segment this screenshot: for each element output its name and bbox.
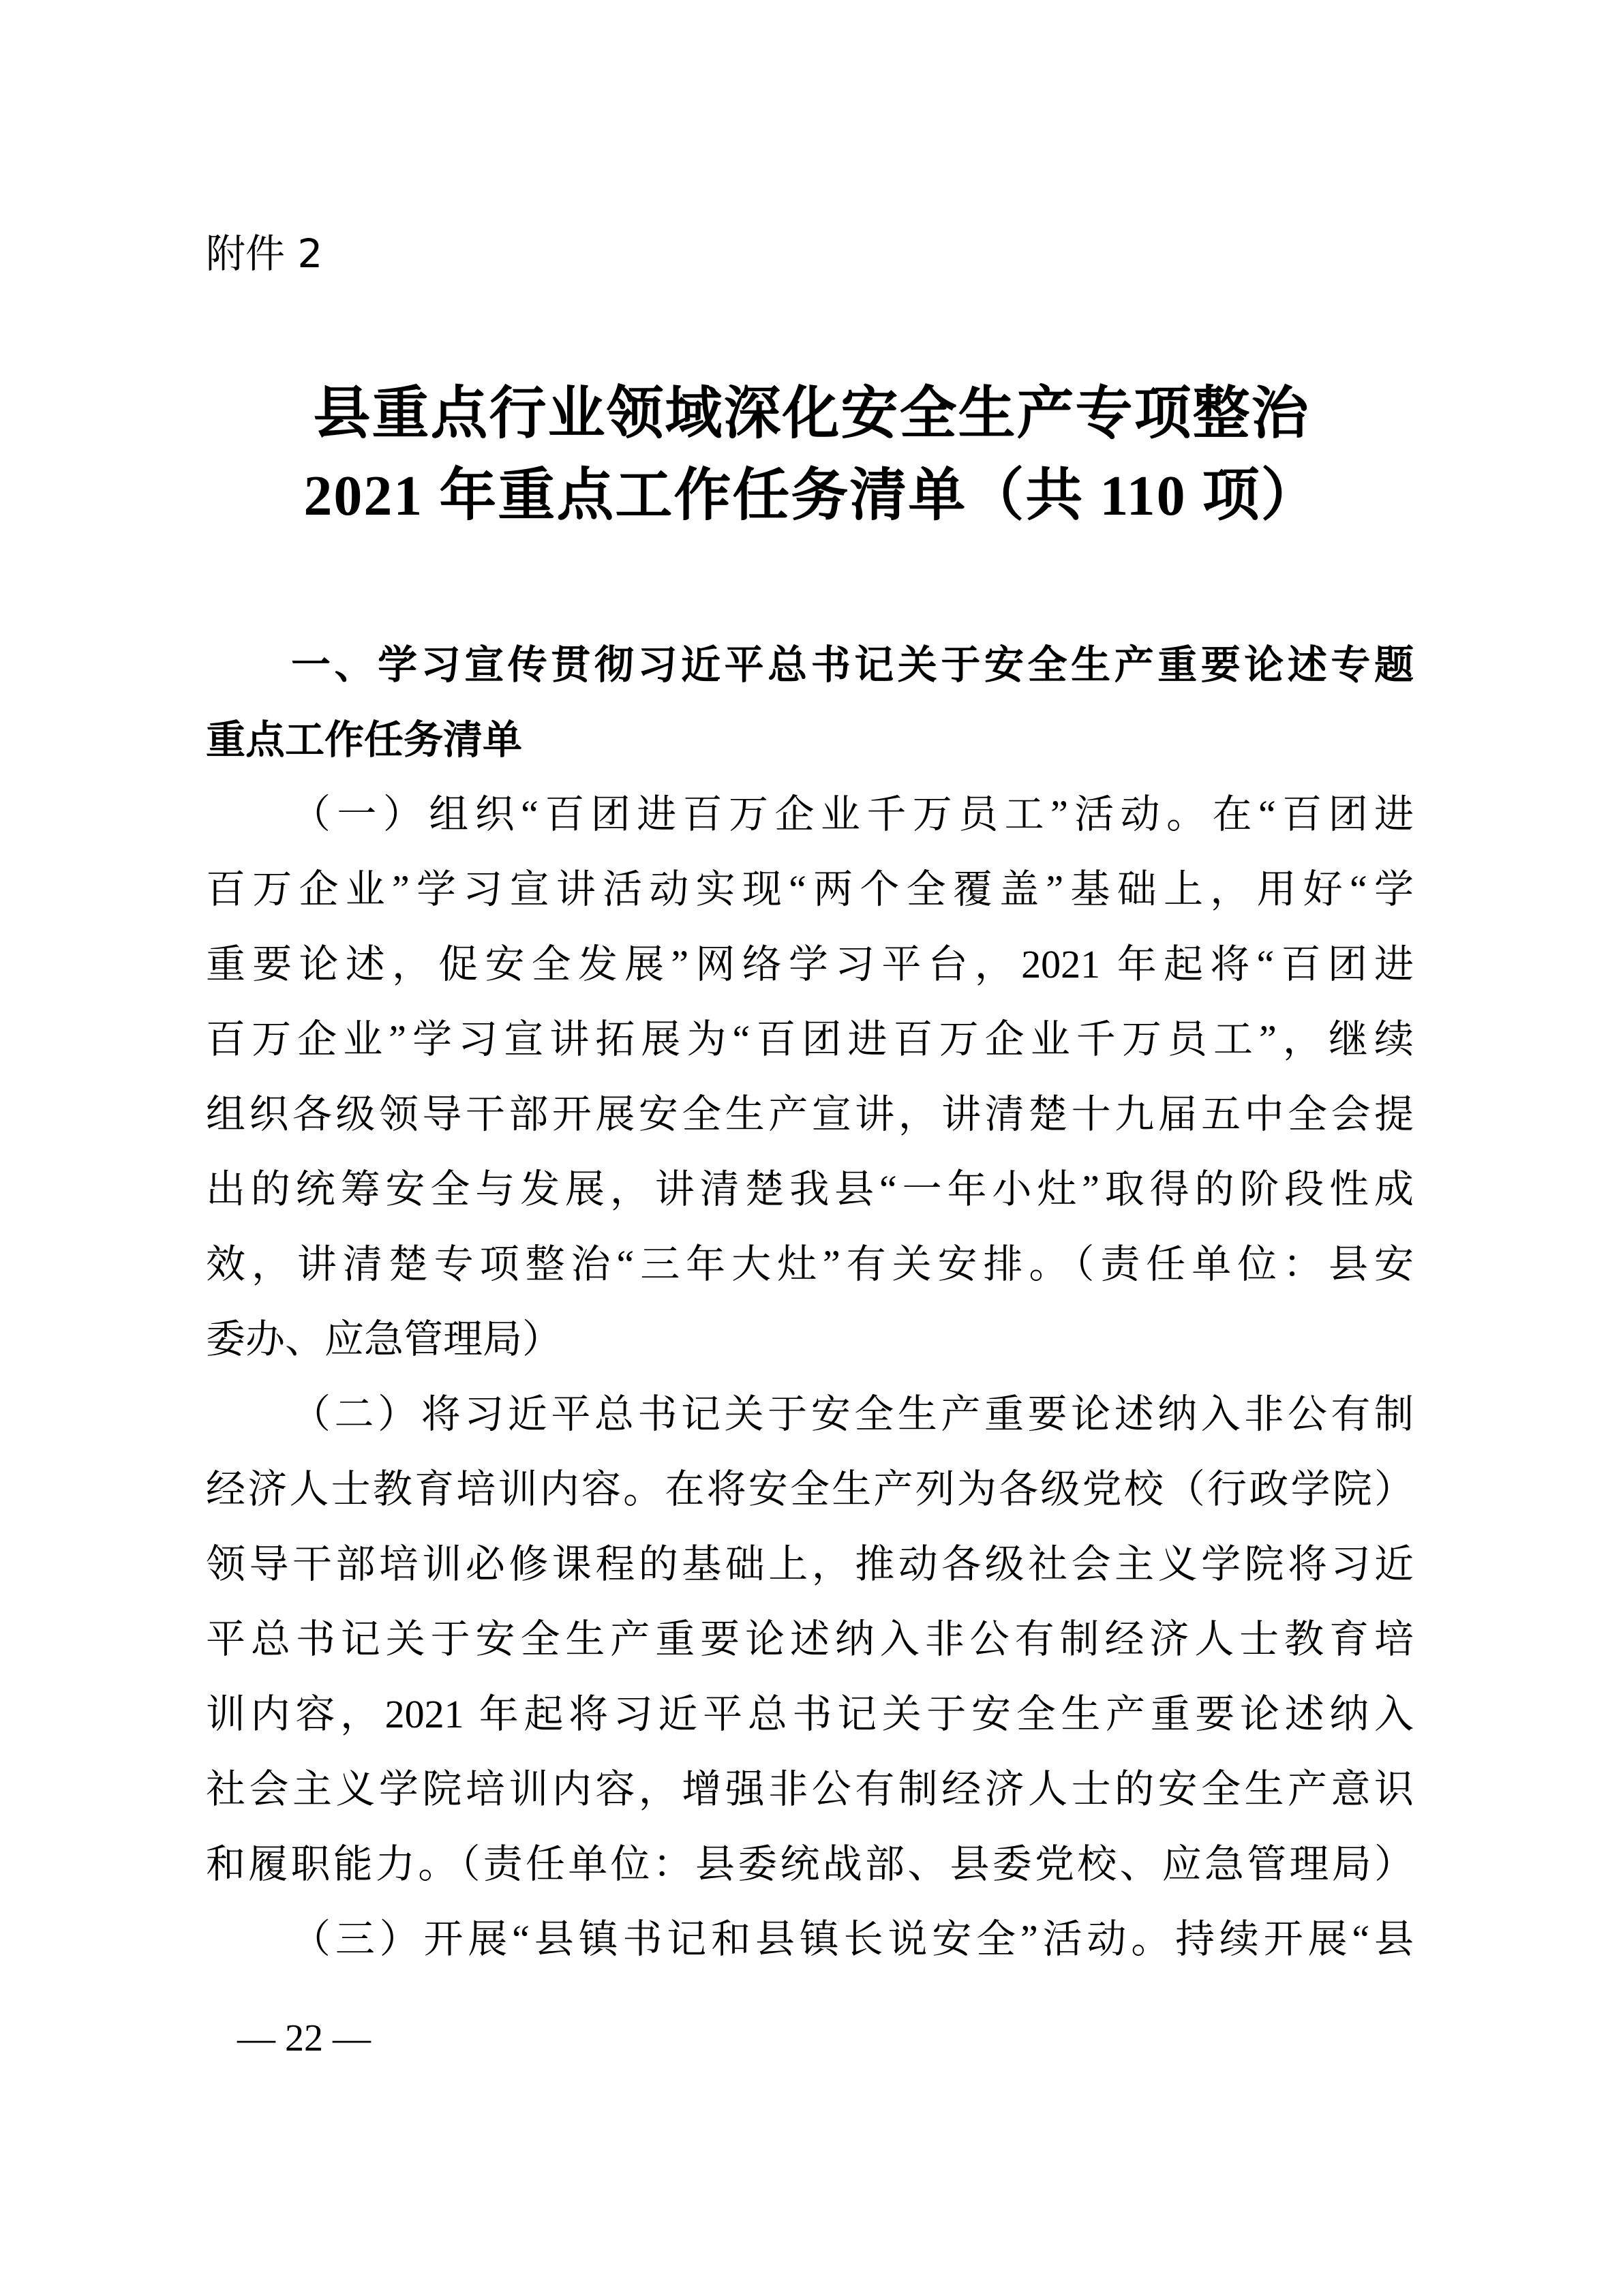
body-line: 百万企业”学习宣讲拓展为“百团进百万企业千万员工”，继续: [206, 1017, 1414, 1061]
body-line: 组织各级领导干部开展安全生产宣讲，讲清楚十九届五中全会提: [206, 1092, 1414, 1136]
body-line: 领导干部培训必修课程的基础上，推动各级社会主义学院将习近: [206, 1542, 1414, 1586]
attachment-label: 附件 2: [206, 230, 323, 277]
body-line: 委办、应急管理局）: [206, 1317, 562, 1361]
page-number: — 22 —: [237, 2017, 371, 2059]
body-line: （三）开展“县镇书记和县镇长说安全”活动。持续开展“县: [291, 1917, 1414, 1961]
body-line: 平总书记关于安全生产重要论述纳入非公有制经济人士教育培: [206, 1617, 1414, 1661]
body-line: （二）将习近平总书记关于安全生产重要论述纳入非公有制: [291, 1392, 1414, 1436]
title-line-2: 2021 年重点工作任务清单（共 110 项）: [303, 464, 1320, 528]
body-line: 社会主义学院培训内容，增强非公有制经济人士的安全生产意识: [206, 1767, 1414, 1811]
body-line: 重要论述，促安全发展”网络学习平台，2021 年起将“百团进: [206, 942, 1414, 986]
body-line: 经济人士教育培训内容。在将安全生产列为各级党校（行政学院）: [206, 1467, 1414, 1511]
section-heading-line-1: 一、学习宣传贯彻习近平总书记关于安全生产重要论述专题: [291, 641, 1414, 688]
body-line: 出的统筹安全与发展，讲清楚我县“一年小灶”取得的阶段性成: [206, 1167, 1414, 1211]
section-heading-line-2: 重点工作任务清单: [206, 716, 523, 763]
document-title: [0, 374, 1623, 537]
document-body: [206, 777, 1414, 1977]
body-line: （一）组织“百团进百万企业千万员工”活动。在“百团进: [291, 792, 1414, 836]
body-line: 和履职能力。（责任单位：县委统战部、县委党校、应急管理局）: [206, 1842, 1414, 1886]
title-line-1: 县重点行业领域深化安全生产专项整治: [313, 382, 1310, 446]
body-line: 百万企业”学习宣讲活动实现“两个全覆盖”基础上，用好“学: [206, 867, 1414, 911]
body-line: 训内容，2021 年起将习近平总书记关于安全生产重要论述纳入: [206, 1692, 1414, 1736]
body-line: 效，讲清楚专项整治“三年大灶”有关安排。（责任单位：县安: [206, 1242, 1414, 1286]
section-heading: [206, 627, 1414, 777]
